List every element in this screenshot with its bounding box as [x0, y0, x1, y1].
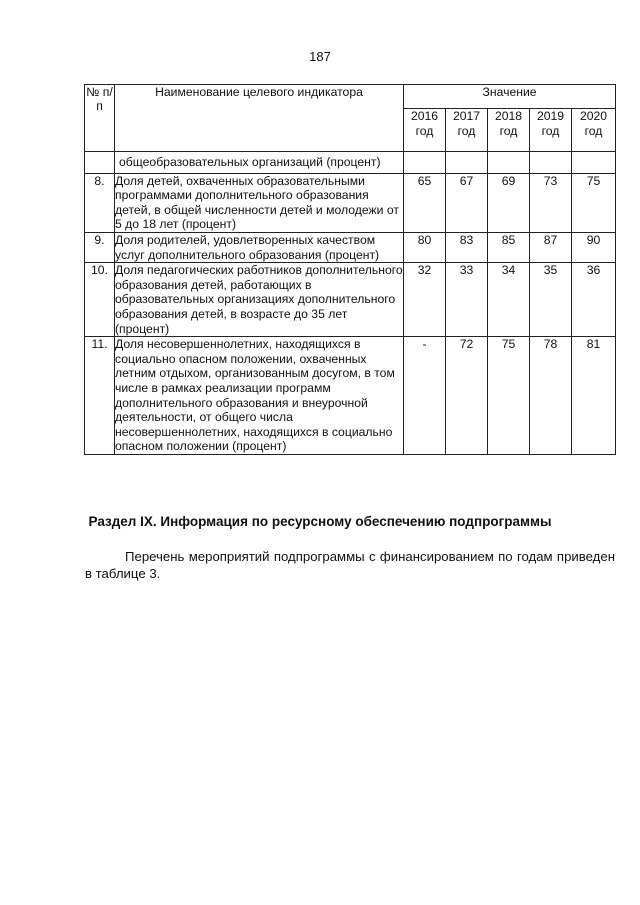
row-value: 33 [446, 263, 488, 337]
row-value: 87 [530, 232, 572, 262]
header-year: 2019 год [530, 109, 572, 152]
row-name: Доля педагогических работников дополнительного образования детей, работающих в образовательных организациях дополнительного образования детей, в возрасте до 35 лет (процент) [115, 263, 403, 336]
row-value: 75 [572, 173, 616, 232]
header-year: 2018 год [488, 109, 530, 152]
row-value: 35 [530, 263, 572, 337]
header-value: Значение [404, 85, 616, 109]
row-value: 73 [530, 173, 572, 232]
body-paragraph: Перечень мероприятий подпрограммы с финансированием по годам приведен в таблице 3. [85, 549, 615, 581]
row-name: Доля родителей, удовлетворенных качеством услуг дополнительного образования (процент) [115, 232, 404, 262]
row-num [85, 152, 115, 174]
page-number: 187 [309, 49, 331, 64]
row-value [404, 152, 446, 174]
header-num: № п/п [85, 85, 115, 152]
row-value: 85 [488, 232, 530, 262]
row-value: 90 [572, 232, 616, 262]
row-value [530, 152, 572, 174]
row-num: 11. [85, 337, 115, 455]
row-value: 67 [446, 173, 488, 232]
header-year: 2020 год [572, 109, 616, 152]
header-year: 2017 год [446, 109, 488, 152]
header-name: Наименование целевого индикатора [115, 85, 404, 152]
row-value: 36 [572, 263, 616, 337]
table-row [85, 263, 616, 337]
section-title: Раздел IX. Информация по ресурсному обеспечению подпрограммы [88, 514, 552, 529]
row-name: Доля детей, охваченных образовательными программами дополнительного образования детей, в общей численности детей и молодежи от 5 до 18 лет (процент) [115, 173, 404, 232]
row-num: 10. [85, 263, 115, 337]
row-value: 80 [404, 232, 446, 262]
row-value: 83 [446, 232, 488, 262]
table-row [85, 152, 616, 174]
row-value: 34 [488, 263, 530, 337]
row-num: 9. [85, 232, 115, 262]
row-value: 81 [572, 337, 616, 455]
row-value: 65 [404, 173, 446, 232]
row-name: общеобразовательных организаций (процент) [115, 152, 404, 174]
indicators-table [84, 84, 616, 455]
table-header-row [85, 85, 616, 109]
row-value: 75 [488, 337, 530, 455]
row-value [488, 152, 530, 174]
row-value [572, 152, 616, 174]
row-value: - [404, 337, 446, 455]
row-num: 8. [85, 173, 115, 232]
row-value: 78 [530, 337, 572, 455]
table-row [85, 173, 616, 232]
table-row [85, 232, 616, 262]
table-row [85, 337, 616, 455]
row-value: 32 [404, 263, 446, 337]
row-name: Доля несовершеннолетних, находящихся в социально опасном положении, охваченных летним отдыхом, организованным досугом, в том числе в рамках реализации программ дополнительного образования и внеурочной деятельности, от общего числа несовершеннолетних, находящихся в социально опасном положении (процент) [115, 337, 404, 455]
row-value: 72 [446, 337, 488, 455]
row-value [446, 152, 488, 174]
header-year: 2016 год [404, 109, 446, 152]
row-value: 69 [488, 173, 530, 232]
